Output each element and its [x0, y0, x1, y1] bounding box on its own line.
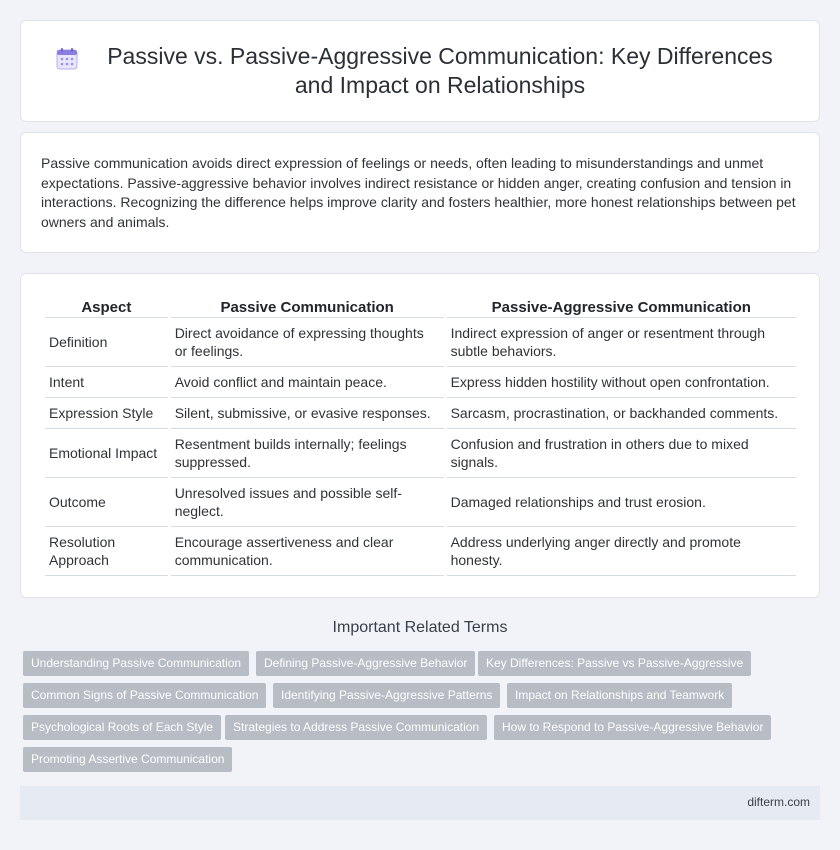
table-cell-passive: Resentment builds internally; feelings suppressed.	[171, 429, 444, 478]
related-tag[interactable]: Key Differences: Passive vs Passive-Aggressive	[478, 651, 751, 676]
related-tag[interactable]: How to Respond to Passive-Aggressive Behavior	[494, 715, 771, 740]
table-cell-passive: Encourage assertiveness and clear communication.	[171, 527, 444, 576]
table-cell-passive: Avoid conflict and maintain peace.	[171, 367, 444, 398]
table-cell-passive: Silent, submissive, or evasive responses.	[171, 398, 444, 429]
table-row	[45, 367, 796, 398]
related-tag[interactable]: Promoting Assertive Communication	[23, 747, 232, 772]
related-tag[interactable]: Identifying Passive-Aggressive Patterns	[273, 683, 500, 708]
page-title: Passive vs. Passive-Aggressive Communication: Key Differences and Impact on Relationships	[107, 43, 773, 98]
header-passive-aggressive: Passive-Aggressive Communication	[447, 296, 796, 318]
related-tag[interactable]: Understanding Passive Communication	[23, 651, 249, 676]
table-row	[45, 527, 796, 576]
related-tag[interactable]: Strategies to Address Passive Communication	[225, 715, 487, 740]
table-cell-aspect: Expression Style	[45, 398, 168, 429]
table-cell-passive-aggressive: Confusion and frustration in others due to mixed signals.	[447, 429, 796, 478]
table-cell-passive-aggressive: Address underlying anger directly and promote honesty.	[447, 527, 796, 576]
table-row	[45, 478, 796, 527]
table-cell-aspect: Definition	[45, 318, 168, 367]
intro-paragraph: Passive communication avoids direct expression of feelings or needs, often leading to misunderstandings and unmet expectations. Passive-aggressive behavior involves indirect resistance or hidden anger, creating confusion and tension in interactions. Recognizing the difference helps improve clarity and fosters healthier, more honest relationships between pet owners and animals.	[41, 155, 796, 230]
comparison-table	[42, 296, 799, 576]
table-cell-aspect: Resolution Approach	[45, 527, 168, 576]
related-tag[interactable]: Defining Passive-Aggressive Behavior	[256, 651, 475, 676]
footer	[20, 786, 820, 820]
intro-card	[20, 132, 820, 253]
table-cell-passive-aggressive: Express hidden hostility without open confrontation.	[447, 367, 796, 398]
header-passive: Passive Communication	[171, 296, 444, 318]
table-row	[45, 398, 796, 429]
related-tag[interactable]: Common Signs of Passive Communication	[23, 683, 266, 708]
table-cell-passive: Direct avoidance of expressing thoughts or feelings.	[171, 318, 444, 367]
table-cell-aspect: Intent	[45, 367, 168, 398]
table-cell-passive-aggressive: Sarcasm, procrastination, or backhanded comments.	[447, 398, 796, 429]
table-cell-aspect: Emotional Impact	[45, 429, 168, 478]
footer-site-link[interactable]: difterm.com	[747, 795, 810, 809]
table-cell-passive-aggressive: Damaged relationships and trust erosion.	[447, 478, 796, 527]
table-cell-passive-aggressive: Indirect expression of anger or resentment through subtle behaviors.	[447, 318, 796, 367]
comparison-table-card	[20, 273, 820, 598]
related-tag[interactable]: Impact on Relationships and Teamwork	[507, 683, 732, 708]
table-row	[45, 429, 796, 478]
header-card	[20, 20, 820, 122]
table-header-row	[45, 296, 796, 318]
table-cell-aspect: Outcome	[45, 478, 168, 527]
table-row	[45, 318, 796, 367]
header-aspect: Aspect	[45, 296, 168, 318]
related-tag[interactable]: Psychological Roots of Each Style	[23, 715, 221, 740]
table-cell-passive: Unresolved issues and possible self-neglect.	[171, 478, 444, 527]
related-terms-title: Important Related Terms	[332, 619, 508, 636]
